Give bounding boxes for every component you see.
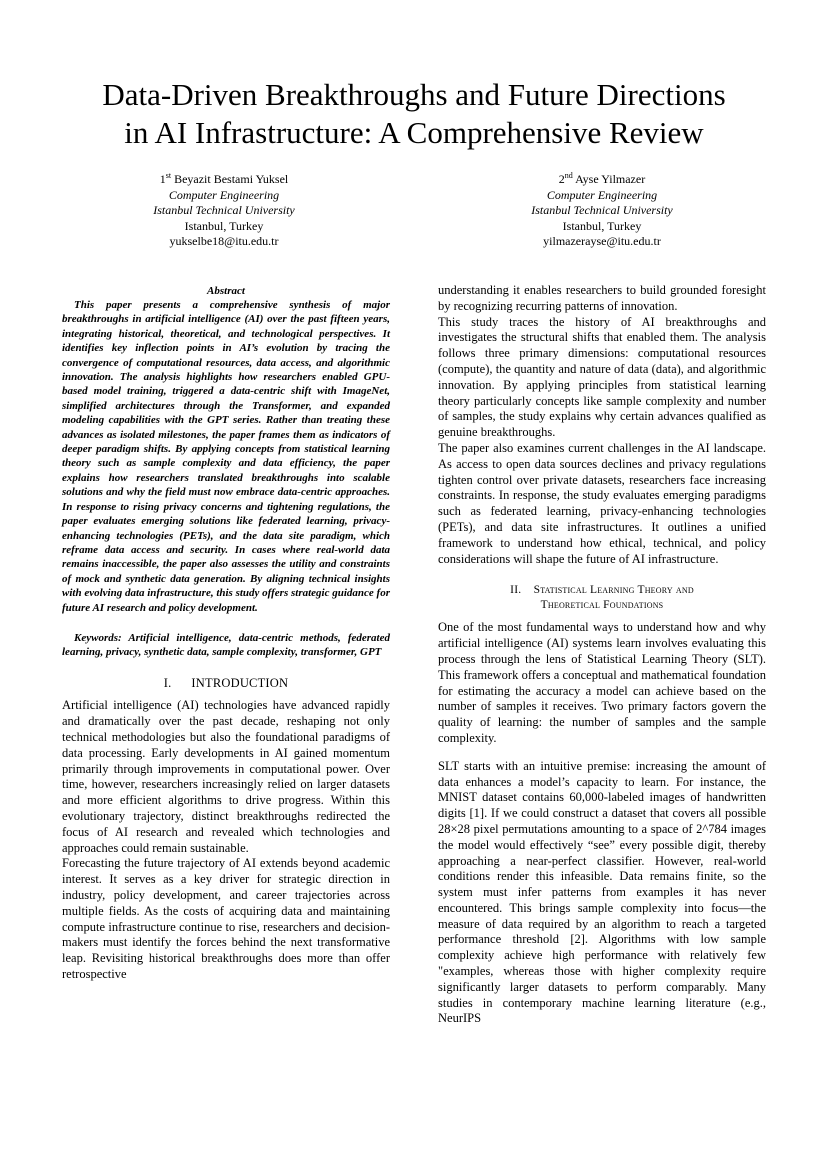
title-line-2: in AI Infrastructure: A Comprehensive Review [124,115,704,150]
author-ordinal-suffix: nd [564,171,573,180]
section-2-paragraph-1: One of the most fundamental ways to understand how and why artificial intelligence (AI) systems learn involves evaluating this process through the lens of Statistical Learning Theory (SLT). This framework offers a conceptual and mathematical foundation for estimating the accuracy a model can achieve based on the number of samples it receives. Two primary factors govern the quality of learning: the number of samples and the sample complexity. [438,620,766,745]
author-name-line [74,172,374,188]
author-university: Istanbul Technical University [153,203,295,217]
section-2-paragraph-2: SLT starts with an intuitive premise: increasing the amount of data enhances a model’s capacity to learn. For instance, the MNIST dataset contains 60,000-labeled images of handwritten digits [1]. If we could construct a dataset that covers all possible 28×28 pixel permutations amounting to a space of 2^784 images the model would effectively “see” every possible digit, thereby approaching a near-perfect classifier. However, real-world conditions render this infeasible. Data remains finite, so the system must infer patterns from examples it has never encountered. This brings sample complexity into focus—the measure of data required by an algorithm to reach a targeted performance threshold [2]. Algorithms with low sample complexity achieve high performance with relatively few "examples, whereas those with higher complexity require significantly larger datasets to perform comparably. Many studies in contemporary machine learning literature (e.g., NeurIPS [438,758,766,1026]
section-1-paragraph-4: The paper also examines current challenges in the AI landscape. As access to open data sources declines and privacy regulations tighten control over private datasets, researchers face increasing constraints. In response, the study evaluates emerging paradigms such as federated learning, privacy-enhancing technologies (PETs), and data site infrastructures. It outlines a unified framework to understand how ethical, technical, and policy considerations will shape the future of AI infrastructure. [438,440,766,566]
section-1-title: INTRODUCTION [191,675,289,690]
abstract-text: This paper presents a comprehensive synthesis of major breakthroughs in artificial intelligence (AI) over the past fifteen years, integrating historical, theoretical, and technological perspectives. It identifies key inflection points in AI’s evolution by tracing the convergence of computational resources, data access, and algorithmic innovation. The analysis highlights how researchers enabled GPU-based model training, triggered a data-centric shift with ImageNet, simplified architectures through the Transformer, and expanded modeling capabilities with the GPT series. Rather than treating these advances as isolated milestones, the paper frames them as indicators of deeper paradigm shifts. By applying concepts from statistical learning theory such as sample complexity and data efficiency, the paper explains how researchers translated breakthroughs into scalable solutions and why the field must now embrace data-centric approaches. In response to rising privacy concerns and tightening regulations, the paper evaluates emerging solutions like federated learning, privacy-enhancing technologies (PETs), and the data site paradigm, which reframe data access and security. In cases where real-world data remains inaccessible, the paper also assesses the utility and constraints of mock and synthetic data generation. By aligning technical insights with evolving data infrastructure, this study offers strategic guidance for future AI research and policy development. [62,299,390,614]
section-2-title-line-2: Theoretical Foundations [540,599,664,612]
section-2-heading [438,583,766,613]
section-1-paragraph-2-continued: understanding it enables researchers to build grounded foresight by recognizing recurring patterns of innovation. [438,283,766,313]
author-ordinal-suffix: st [165,171,172,180]
author-block-1 [74,172,374,250]
author-email: yukselbe18@itu.edu.tr [169,234,279,248]
section-1-heading [62,676,390,692]
author-ordinal: 2 [558,172,565,186]
author-block-2 [452,172,752,250]
section-2-title-line-1: Statistical Learning Theory and [533,584,694,597]
section-1-paragraph-2: Forecasting the future trajectory of AI extends beyond academic interest. It serves as a key driver for strategic direction in industry, policy development, and career trajectories across multiple fields. As the costs of acquiring data and maintaining compute infrastructure continue to rise, researchers and decision-makers must identify the forces behind the next transformative leap. Revisiting historical breakthroughs does more than offer retrospective [62,856,390,981]
author-location: Istanbul, Turkey [184,218,264,233]
abstract-heading: Abstract [207,285,245,297]
author-department: Computer Engineering [168,187,280,202]
author-university: Istanbul Technical University [531,203,673,217]
title-line-1: Data-Driven Breakthroughs and Future Directions [102,77,726,112]
author-name: Ayse Yilmazer [575,172,646,186]
right-column [438,283,766,1027]
section-2-number: II. [510,584,522,597]
author-name: Beyazit Bestami Yuksel [174,172,289,186]
author-department: Computer Engineering [546,187,658,202]
section-1-paragraph-3: This study traces the history of AI breakthroughs and investigates the structural shifts that enabled them. The analysis follows three primary dimensions: computational resources (compute), the quantity and nature of data (data), and algorithmic innovation. By applying principles from statistical learning theory particularly concepts like sample complexity and number of samples, the study explains why certain advances qualified as genuine breakthroughs. [438,314,766,440]
section-1-number: I. [163,675,172,690]
author-ordinal: 1 [159,172,166,186]
keywords: Keywords: Artificial intelligence, data-centric methods, federated learning, privacy, synthetic data, sample complexity, transformer, GPT [62,631,390,659]
section-1-paragraph-1: Artificial intelligence (AI) technologies have advanced rapidly and dramatically over the past decade, reshaping not only technical methodologies but also the foundational paradigms of data processing. Early developments in AI gained momentum primarily through improvements in computational power. Over time, however, researchers increasingly relied on larger datasets and more efficient algorithms to drive progress. Within this evolutionary trajectory, distinct breakthroughs redirected the focus of AI research and revealed which technologies and approaches could remain sustainable. [62,698,390,855]
author-name-line [452,172,752,188]
left-column [62,284,390,983]
author-email: yilmazerayse@itu.edu.tr [543,234,661,248]
author-location: Istanbul, Turkey [562,218,642,233]
paper-title [40,76,788,152]
